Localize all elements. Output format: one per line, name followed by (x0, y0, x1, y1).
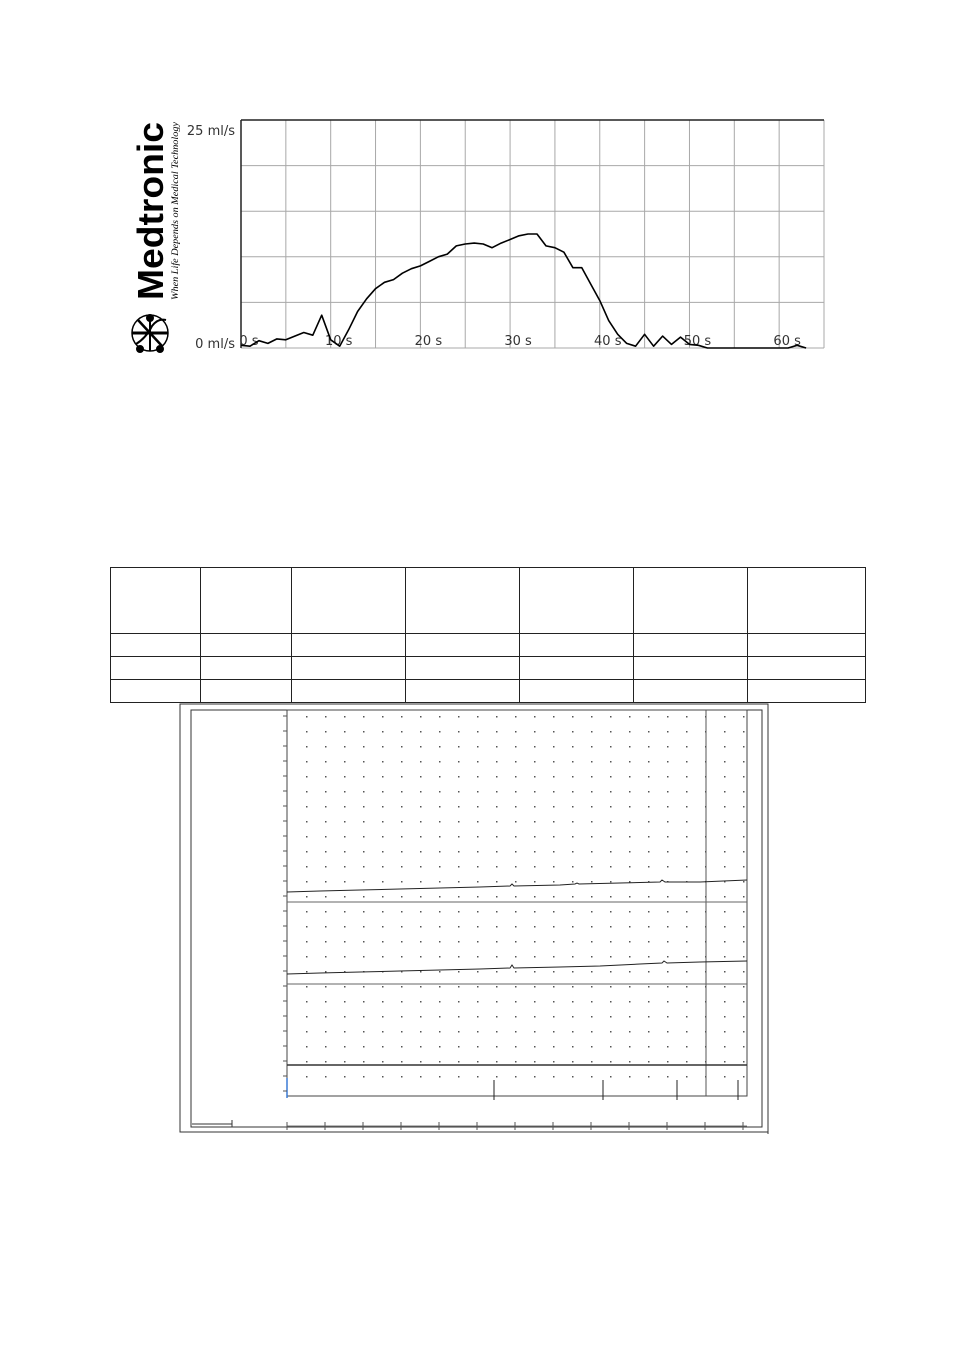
table-cell (292, 680, 406, 703)
table-cell (111, 634, 201, 657)
y-tick-label: 0 ml/s (195, 337, 235, 352)
table-cell (634, 657, 748, 680)
table-cell (201, 634, 292, 657)
table-cell (748, 657, 866, 680)
table-cell (111, 568, 201, 634)
table-cell (634, 680, 748, 703)
table-row (111, 634, 866, 657)
table-row (111, 680, 866, 703)
x-tick-label: 30 s (504, 334, 532, 349)
x-tick-label: 60 s (773, 334, 801, 349)
chart-tick-labels (187, 124, 801, 352)
flow-rate-series-line (241, 234, 806, 348)
x-tick-label: 0 s (239, 334, 259, 349)
x-tick-label: 10 s (324, 334, 353, 349)
table-cell (406, 680, 520, 703)
x-tick-label: 50 s (683, 334, 712, 349)
table-cell (520, 657, 634, 680)
table-cell (748, 680, 866, 703)
medtronic-logo (130, 122, 180, 300)
trace-channel-1-line (287, 880, 747, 892)
table-cell (406, 634, 520, 657)
table-cell (201, 680, 292, 703)
table-cell (292, 634, 406, 657)
table-cell (634, 634, 748, 657)
trace-left-ticks (283, 716, 287, 1091)
table-cell (292, 657, 406, 680)
table-cell (520, 568, 634, 634)
table-row (111, 657, 866, 680)
trace-outer-frame (180, 704, 768, 1132)
table-cell (634, 568, 748, 634)
table-cell (111, 657, 201, 680)
table-cell (520, 634, 634, 657)
table-cell (748, 634, 866, 657)
x-tick-label: 20 s (414, 334, 443, 349)
table-cell (201, 568, 292, 634)
table-cell (748, 568, 866, 634)
table-cell (406, 568, 520, 634)
y-tick-label: 25 ml/s (186, 124, 235, 139)
report-table (110, 567, 866, 703)
trace-dot-grid (306, 716, 745, 1078)
medtronic-emblem-icon (132, 315, 168, 352)
table-cell (201, 657, 292, 680)
table-row (111, 568, 866, 634)
trace-inner-frame (191, 710, 762, 1127)
table-cell (292, 568, 406, 634)
table-cell (111, 680, 201, 703)
logo-wordmark: Medtronic (130, 127, 171, 300)
trace-channel-2-line (287, 961, 747, 974)
trace-time-ticks (287, 1122, 743, 1130)
table-cell (406, 657, 520, 680)
trace-plot-area (287, 710, 747, 1096)
x-tick-label: 40 s (594, 334, 622, 349)
uroflow-chart (0, 0, 954, 380)
logo-tagline: When Life Depends on Medical Technology (170, 143, 180, 300)
table-cell (520, 680, 634, 703)
